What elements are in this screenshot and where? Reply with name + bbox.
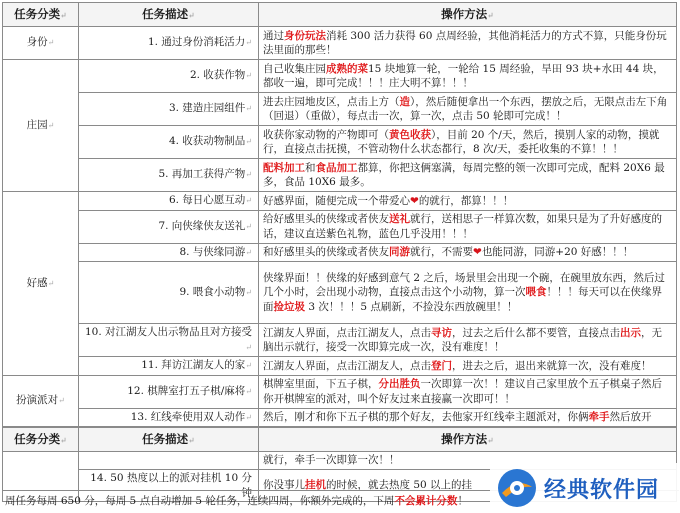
table-header-row: [3, 3, 677, 27]
table-row: [3, 357, 677, 376]
category-cell: 身份↵: [3, 27, 79, 60]
category-cell: 庄园↵: [3, 60, 79, 192]
desc-cell: 3. 建造庄园组件↵: [79, 93, 259, 126]
table-row: [3, 27, 677, 60]
method-cell: 棋牌室里面，下五子棋，分出胜负一次即算一次！！建议自己家里放个五子棋桌子然后你开棋牌室的派对，叫个好友过来直接赢一次即可！！: [259, 375, 677, 408]
method-cell: 江湖友人界面，点击江湖友人，点击登门，进去之后，退出来就算一次，没有难度！: [259, 357, 677, 376]
desc-cell: 2. 收获作物↵: [79, 60, 259, 93]
method-cell: 给好感里头的侠缘或者侠友送礼就行，送相思子一样算次数，如果只是为了升好感度的话，建议直送紫色礼物，蓝色几乎没用！！！: [259, 210, 677, 243]
table-row: [3, 408, 677, 427]
desc-cell: 5. 再加工获得产物↵: [79, 159, 259, 192]
desc-cell: 9. 喂食小动物↵: [79, 262, 259, 324]
desc-cell: 13. 红线牵使用双人动作↵: [79, 408, 259, 427]
table-row: [3, 243, 677, 262]
watermark-logo-icon: [496, 467, 538, 509]
method-cell: 你没事儿挂机的时候，就去热度 50 以上的挂: [259, 470, 677, 502]
heart-icon: ❤: [410, 194, 419, 207]
desc-cell: 7. 向侠缘侠友送礼↵: [79, 210, 259, 243]
table-row: [3, 93, 677, 126]
desc-cell: 1. 通过身份消耗活力↵: [79, 27, 259, 60]
desc-cell: 14. 50 热度以上的派对挂机 10 分钟: [79, 470, 259, 502]
heart-icon: ❤: [473, 246, 482, 258]
method-cell: 江湖友人界面，点击江湖友人，点击寻访，过去之后什么都不要管，直接点击出示，无脑出示就行，接受一次即算完成一次，没有难度！！: [259, 324, 677, 357]
method-cell: 就行，牵手一次即算一次！！: [259, 452, 677, 470]
table-row: [3, 375, 677, 408]
watermark: [490, 463, 680, 513]
header-category: 任务分类↵: [3, 3, 79, 27]
table-row: [3, 192, 677, 211]
desc-cell: 11. 拜访江湖友人的家↵: [79, 357, 259, 376]
method-cell: 侠缘界面！！侠缘的好感到意气 2 之后，场景里会出现一个碗，在碗里放东西，然后过几个小时，会出现小动物，直接点击这个小动物，算一次喂食！！！每天可以在侠缘界面捡垃圾 3 次！！！5 点刷新，不捡没东西放碗里！！: [259, 262, 677, 324]
table-header-row: [3, 428, 677, 452]
footer-note: 周任务每周 650 分，每周 5 点自动增加 5 轮任务，连续四周，你额外完成的，下周不会累计分数！: [2, 490, 679, 511]
table-row: [3, 262, 677, 324]
table-row: [3, 210, 677, 243]
task-table: [2, 2, 677, 427]
table-row: [3, 159, 677, 192]
method-cell: 自己收集庄园成熟的菜15 块地算一轮，一轮给 15 周经验，旱田 93 块+水田 44 块，都收一遍，即可完成！！！庄大明不算！！！: [259, 60, 677, 93]
desc-cell: 4. 收获动物制品↵: [79, 126, 259, 159]
method-cell: 然后，刚才和你下五子棋的那个好友，去他家开红线牵主题派对，你俩牵手然后放开: [259, 408, 677, 427]
method-cell: 通过身份玩法消耗 300 活力获得 60 点周经验，其他消耗活力的方式不算，只能身份玩法里面的那些！: [259, 27, 677, 60]
desc-cell: [79, 452, 259, 470]
table-row: [3, 324, 677, 357]
method-cell: 好感界面，随便完成一个带爱心❤的就行，都算！！！: [259, 192, 677, 211]
desc-cell: 8. 与侠缘同游↵: [79, 243, 259, 262]
desc-cell: 6. 每日心愿互动↵: [79, 192, 259, 211]
header-description: 任务描述↵: [79, 3, 259, 27]
method-cell: 进去庄园地皮区，点击上方（造），然后随便拿出一个东西，摆放之后，无限点击左下角（回退）（重做），每点击一次，算一次，点击 50 轮即可完成！！: [259, 93, 677, 126]
header-method: 操作方法↵: [259, 3, 677, 27]
method-cell: 配料加工和食品加工都算，你把这俩塞满，每周完整的领一次即可完成，配料 20X6 最多，食品 10X6 最多。: [259, 159, 677, 192]
category-cell: 扮演派对↵: [3, 375, 79, 427]
table-row: [3, 126, 677, 159]
header-method: 操作方法↵: [259, 428, 677, 452]
header-category: 任务分类↵: [3, 428, 79, 452]
desc-cell: 12. 棋牌室打五子棋/麻将↵: [79, 375, 259, 408]
table-row: [3, 60, 677, 93]
watermark-text: 经典软件园: [544, 477, 660, 503]
header-description: 任务描述↵: [79, 428, 259, 452]
category-cell: 好感↵: [3, 192, 79, 376]
desc-cell: 10. 对江湖友人出示物品且对方接受↵: [79, 324, 259, 357]
method-cell: 收获你家动物的产物即可（黄色收获），目前 20 个/天，然后，摸别人家的动物，摸就行，直接点击抚摸，不管动物什么状态都行，8 次/天，委托收集的不算！！！: [259, 126, 677, 159]
method-cell: 和好感里头的侠缘或者侠友同游就行，不需要❤也能同游，同游+20 好感！！！: [259, 243, 677, 262]
